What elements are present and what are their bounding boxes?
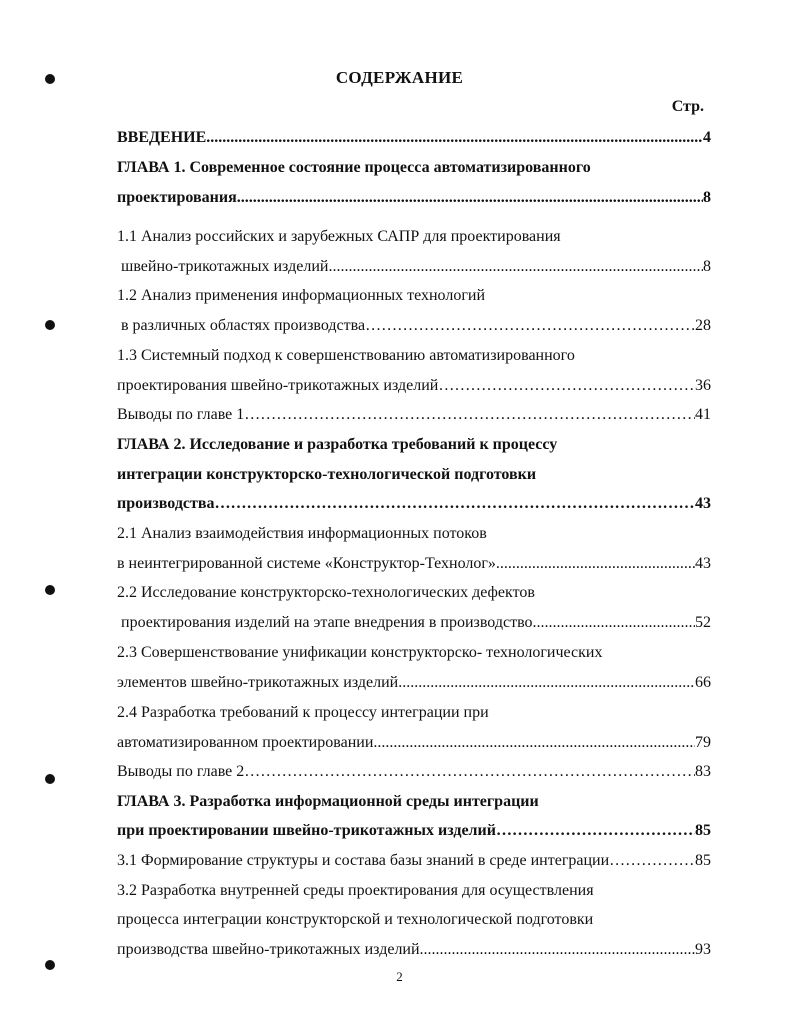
dot-leader [533, 611, 695, 635]
toc-entry-page: 41 [695, 406, 711, 423]
toc-entry [117, 819, 711, 843]
toc-entry-text: в неинтегрированной системе «Конструктор-Технолог» [117, 555, 496, 572]
toc-entry-page: 28 [695, 317, 711, 334]
toc-entry-text: проектирования швейно-трикотажных изделий [117, 377, 439, 394]
toc-entry-page: 83 [695, 763, 711, 780]
toc-entry-page: 93 [695, 941, 711, 958]
toc-entry: 1.3 Системный подход к совершенствованию автоматизированного [117, 347, 575, 364]
dot-leader [237, 186, 703, 210]
binder-hole-mark [45, 774, 55, 784]
toc-entry-text: 3.1 Формирование структуры и состава базы знаний в среде интеграции [117, 852, 610, 869]
dot-leader [244, 403, 695, 427]
toc-entry [117, 403, 711, 427]
toc-entry-text: автоматизированном проектировании [117, 734, 374, 751]
toc-entry-text: проектирования изделий на этапе внедрения в производство [121, 614, 533, 631]
dot-leader [609, 849, 695, 873]
dot-leader [438, 374, 695, 398]
toc-entry [117, 492, 711, 516]
toc-entry [121, 255, 711, 279]
binder-hole-mark [45, 74, 55, 84]
toc-entry: ГЛАВА 3. Разработка информационной среды интеграции [117, 793, 539, 810]
toc-entry-page: 85 [695, 822, 711, 839]
toc-entry-text: швейно-трикотажных изделий [121, 258, 329, 275]
toc-entry [117, 671, 711, 695]
toc-entry [117, 374, 711, 398]
toc-entry-text: при проектировании швейно-трикотажных изделий [117, 822, 496, 839]
toc-entry-text: производства [117, 495, 215, 512]
toc-entry: процесса интеграции конструкторской и технологической подготовки [117, 911, 594, 928]
toc-entry: 2.4 Разработка требований к процессу интеграции при [117, 704, 489, 721]
toc-entry-text: Выводы по главе 1 [117, 406, 245, 423]
toc-entry: 3.2 Разработка внутренней среды проектирования для осуществления [117, 882, 594, 899]
toc-entry: интеграции конструкторско-технологической подготовки [117, 466, 537, 483]
dot-leader [496, 819, 695, 843]
toc-entry: ГЛАВА 1. Современное состояние процесса автоматизированного [117, 159, 591, 176]
toc-entry-text: в различных областях производства [121, 317, 366, 334]
toc-entry: 2.1 Анализ взаимодействия информационных потоков [117, 525, 487, 542]
toc-entry-page: 85 [695, 852, 711, 869]
toc-entry-page: 52 [695, 614, 711, 631]
toc-entry-text: Выводы по главе 2 [117, 763, 245, 780]
toc-entry [121, 611, 711, 635]
toc-entry-page: 43 [695, 495, 711, 512]
dot-leader [328, 255, 703, 279]
toc-entry: 2.2 Исследование конструкторско-технологических дефектов [117, 584, 535, 601]
binder-hole-mark [45, 320, 55, 330]
toc-entry-page: 4 [703, 129, 711, 146]
page-title: СОДЕРЖАНИЕ [335, 68, 464, 87]
toc-entry [117, 126, 711, 150]
page-column-label: Стр. [671, 98, 704, 115]
toc-entry-page: 79 [695, 734, 711, 751]
dot-leader [496, 552, 695, 576]
toc-entry: 1.2 Анализ применения информационных технологий [117, 287, 485, 304]
dot-leader [420, 938, 695, 962]
toc-entry [117, 760, 711, 784]
toc-entry-page: 43 [695, 555, 711, 572]
toc-entry-text: производства швейно-трикотажных изделий [117, 941, 420, 958]
dot-leader [398, 671, 695, 695]
toc-entry-page: 66 [695, 674, 711, 691]
page-number: 2 [396, 969, 403, 984]
toc-entry: 1.1 Анализ российских и зарубежных САПР для проектирования [117, 228, 561, 245]
toc-entry-page: 36 [695, 377, 711, 394]
dot-leader [373, 731, 695, 755]
toc-entry [117, 552, 711, 576]
toc-entry-page: 8 [703, 258, 711, 275]
toc-entry [121, 314, 711, 338]
dot-leader [206, 126, 703, 150]
toc-entry: 2.3 Совершенствование унификации конструкторско- технологических [117, 644, 603, 661]
toc-entry [117, 938, 711, 962]
toc-entry [117, 849, 711, 873]
toc-entry: ГЛАВА 2. Исследование и разработка требований к процессу [117, 436, 558, 453]
dot-leader [244, 760, 695, 784]
toc-entry [117, 731, 711, 755]
dot-leader [215, 492, 695, 516]
toc-entry-text: элементов швейно-трикотажных изделий [117, 674, 399, 691]
dot-leader [365, 314, 695, 338]
toc-entry [117, 186, 711, 210]
toc-entry-text: проектирования [117, 189, 237, 206]
toc-entry-page: 8 [703, 189, 711, 206]
toc-entry-text: ВВЕДЕНИЕ [117, 129, 207, 146]
binder-hole-mark [45, 585, 55, 595]
